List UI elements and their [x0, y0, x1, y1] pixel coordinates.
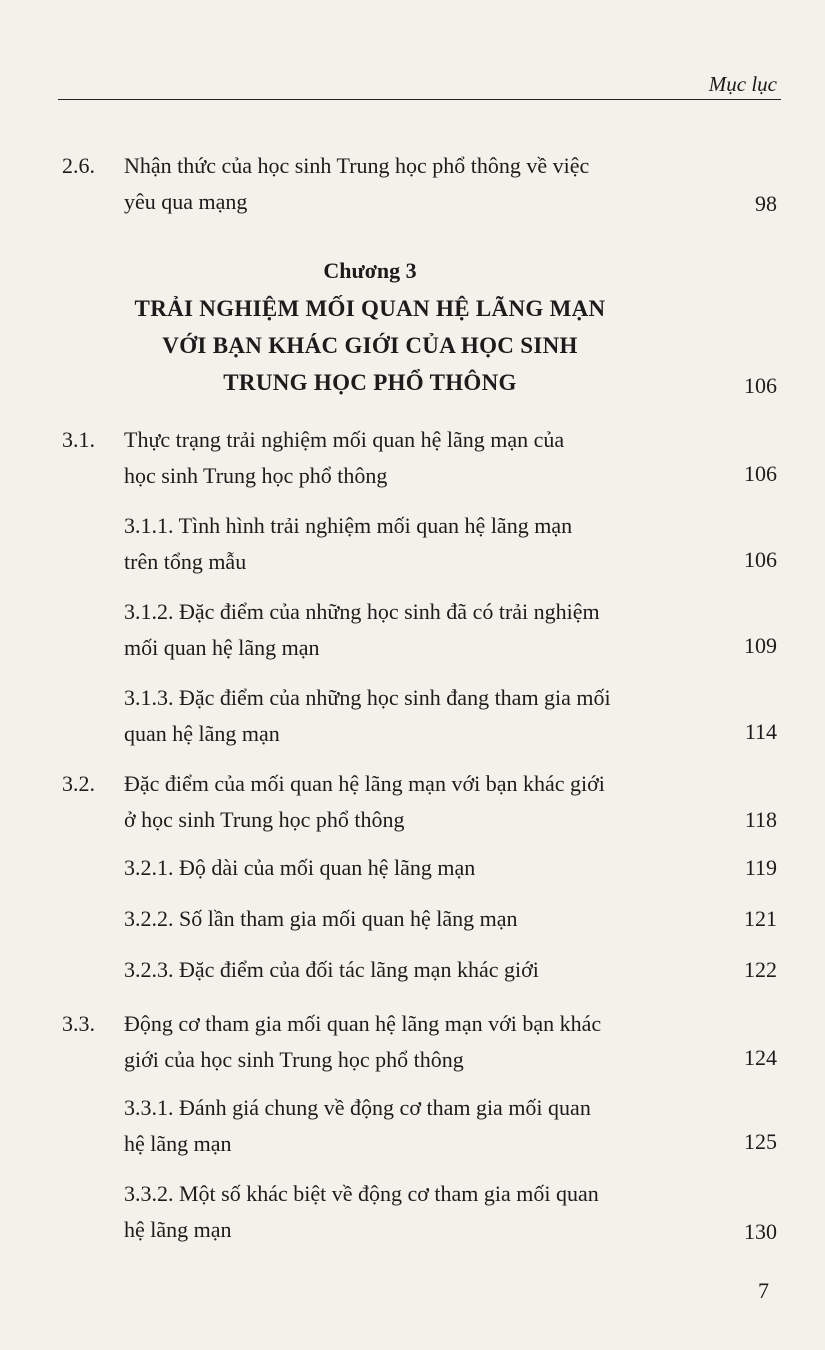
chapter-page: 106	[744, 373, 777, 398]
toc-entry-line: 3.2.3. Đặc điểm của đối tác lãng mạn khác giới	[124, 957, 539, 982]
chapter-label: Chương 3	[323, 258, 417, 283]
toc-entry-line: Thực trạng trải nghiệm mối quan hệ lãng mạn của	[124, 427, 565, 452]
toc-entry-page: 119	[744, 855, 777, 880]
toc-entry-line: yêu qua mạng	[124, 189, 248, 214]
toc-entry-page: 121	[744, 906, 777, 931]
toc-entry-number: 3.3.	[62, 1011, 95, 1036]
toc-entry-number: 3.2.	[62, 771, 95, 796]
toc-entry-page: 124	[744, 1045, 777, 1070]
toc-entry-page: 122	[744, 957, 777, 982]
toc-entry-line: ở học sinh Trung học phổ thông	[124, 807, 405, 832]
toc-entry-line: trên tổng mẫu	[124, 549, 247, 574]
toc-entry-line: Động cơ tham gia mối quan hệ lãng mạn với bạn khác	[124, 1011, 602, 1036]
toc-entry-page: 114	[744, 719, 777, 744]
toc-entry-line: giới của học sinh Trung học phổ thông	[124, 1047, 464, 1072]
page-header-title: Mục lục	[708, 72, 777, 96]
toc-entry-number: 2.6.	[62, 153, 95, 178]
toc-entry-line: 3.1.3. Đặc điểm của những học sinh đang tham gia mối	[124, 685, 611, 710]
toc-entry-line: hệ lãng mạn	[124, 1131, 232, 1156]
toc-entry-line: 3.1.1. Tình hình trải nghiệm mối quan hệ lãng mạn	[124, 513, 573, 538]
toc-entry-line: mối quan hệ lãng mạn	[124, 635, 320, 660]
toc-entry-line: hệ lãng mạn	[124, 1217, 232, 1242]
toc-entry-line: học sinh Trung học phổ thông	[124, 463, 388, 488]
toc-entry-line: Đặc điểm của mối quan hệ lãng mạn với bạn khác giới	[124, 771, 605, 796]
toc-entry-line: 3.1.2. Đặc điểm của những học sinh đã có trải nghiệm	[124, 599, 600, 624]
chapter-title-line: TRUNG HỌC PHỔ THÔNG	[223, 370, 517, 395]
chapter-title-line: VỚI BẠN KHÁC GIỚI CỦA HỌC SINH	[162, 333, 578, 358]
toc-entry-line: 3.3.2. Một số khác biệt về động cơ tham gia mối quan	[124, 1181, 599, 1206]
toc-entry-number: 3.1.	[62, 427, 95, 452]
toc-entry-page: 106	[744, 461, 777, 486]
toc-entry-line: 3.2.1. Độ dài của mối quan hệ lãng mạn	[124, 855, 476, 880]
toc-entry-line: 3.2.2. Số lần tham gia mối quan hệ lãng mạn	[124, 906, 518, 931]
chapter-title-line: TRẢI NGHIỆM MỐI QUAN HỆ LÃNG MẠN	[134, 296, 606, 321]
toc-entry-page: 125	[744, 1129, 777, 1154]
toc-entry-line: quan hệ lãng mạn	[124, 721, 280, 746]
toc-entry-line: Nhận thức của học sinh Trung học phổ thông về việc	[124, 153, 590, 178]
toc-entry-page: 109	[744, 633, 777, 658]
toc-entry-page: 130	[744, 1219, 777, 1244]
toc-entry-page: 98	[755, 191, 777, 216]
page-number: 7	[758, 1278, 769, 1303]
header-rule	[58, 99, 781, 100]
toc-entry-line: 3.3.1. Đánh giá chung về động cơ tham gia mối quan	[124, 1095, 591, 1120]
toc-entry-page: 106	[744, 547, 777, 572]
toc-entry-page: 118	[744, 807, 777, 832]
